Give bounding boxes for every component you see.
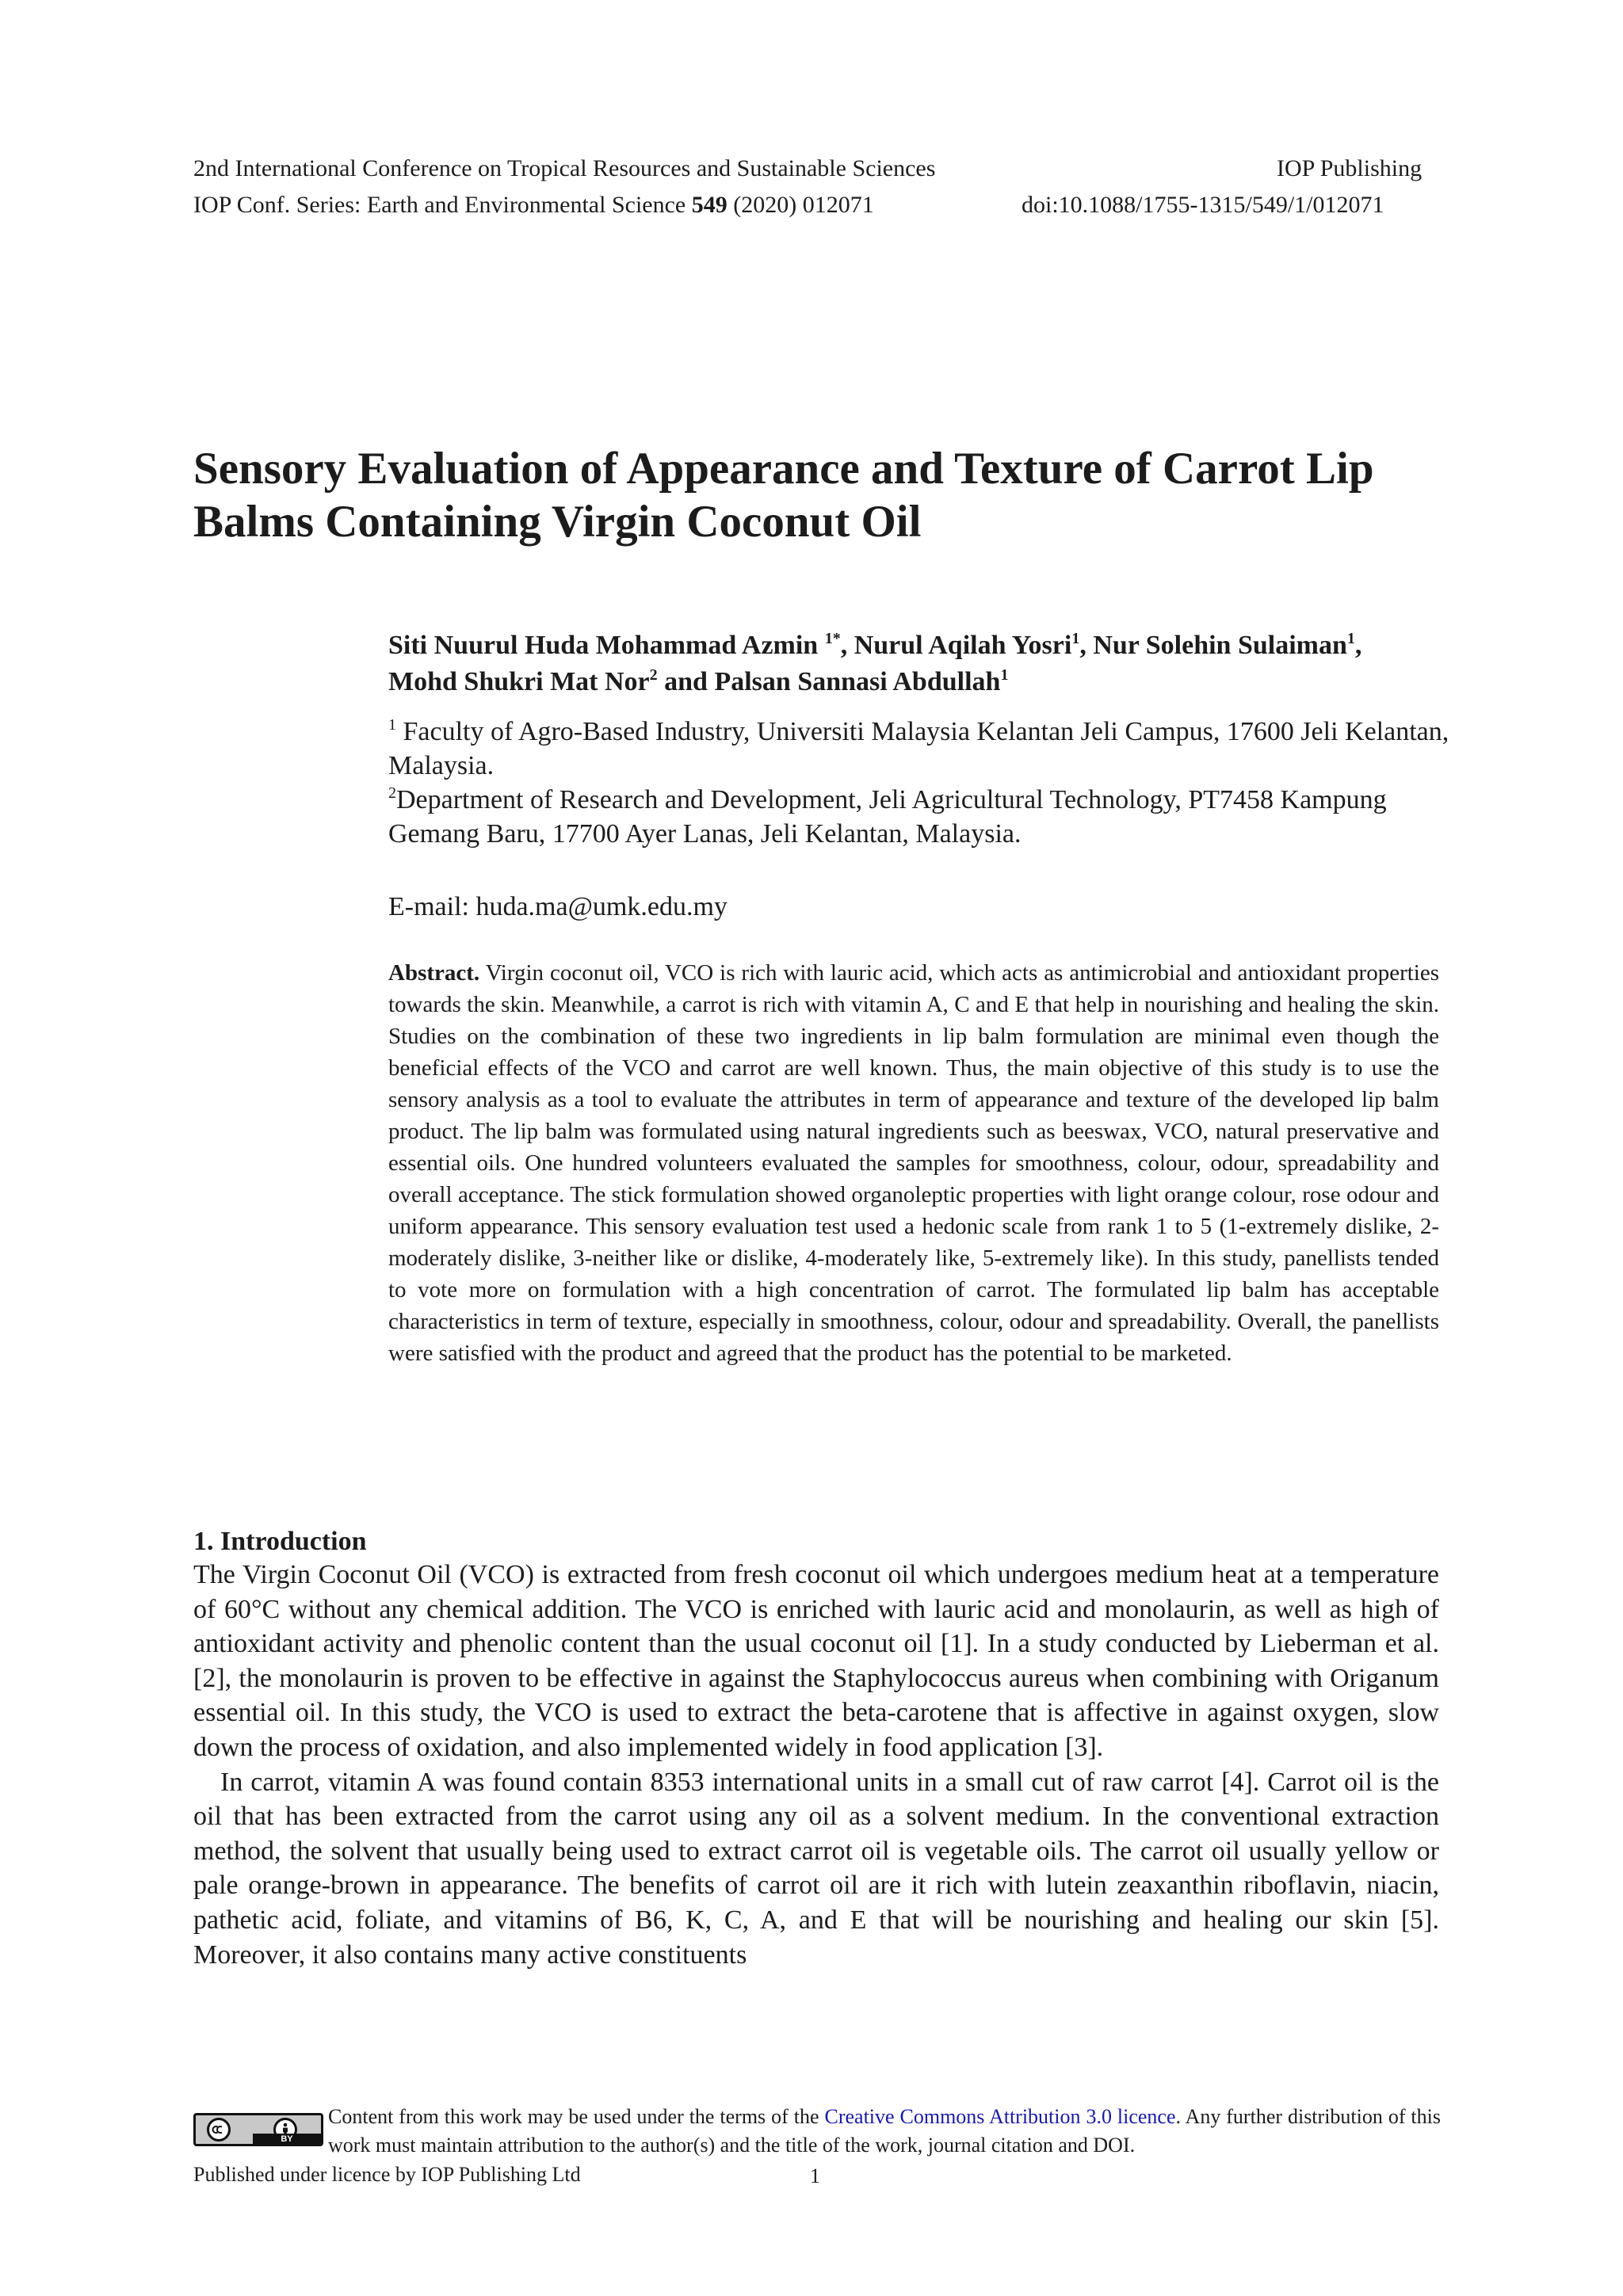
affiliation-text: Faculty of Agro-Based Industry, Universiti Malaysia Kelantan Jeli Campus, 17600 Jeli Kelantan, Malaysia. (388, 717, 1449, 780)
cc-by-licence-badge[interactable] (193, 2113, 323, 2146)
series-prefix: IOP Conf. Series: Earth and Environmental Science (193, 192, 692, 218)
running-header-series (193, 189, 874, 221)
section-heading-introduction: 1. Introduction (193, 1527, 367, 1556)
affiliation-1 (388, 715, 1450, 783)
abstract-text: Virgin coconut oil, VCO is rich with lauric acid, which acts as antimicrobial and antioxidant properties towards the skin. Meanwhile, a carrot is rich with vitamin A, C and E that help in nourishing and healing the skin. Studies on the combination of these two ingredients in lip balm formulation are minimal even though the beneficial effects of the VCO and carrot are well known. Thus, the main objective of this study is to use the sensory analysis as a tool to evaluate the attributes in term of appearance and texture of the developed lip balm product. The lip balm was formulated using natural ingredients such as beeswax, VCO, natural preservative and essential oils. One hundred volunteers evaluated the samples for smoothness, colour, odour, spreadability and overall acceptance. The stick formulation showed organoleptic properties with light orange colour, rose odour and uniform appearance. This sensory evaluation test used a hedonic scale from rank 1 to 5 (1-extremely dislike, 2-moderately dislike, 3-neither like or dislike, 4-moderately like, 5-extremely like). In this study, panellists tended to vote more on formulation with a high concentration of carrot. The formulated lip balm has acceptable characteristics in term of texture, especially in smoothness, colour, odour and spreadability. Overall, the panellists were satisfied with the product and agreed that the product has the potential to be marketed. (388, 960, 1439, 1366)
author-name: Nur Solehin Sulaiman (1093, 631, 1347, 660)
author-list (388, 627, 1419, 700)
licence-text-before: Content from this work may be used under the terms of the (328, 2105, 825, 2128)
author-affil-mark: 1* (824, 630, 841, 647)
author-separator: and (657, 667, 715, 696)
abstract (388, 957, 1439, 1369)
author-name: Palsan Sannasi Abdullah (714, 667, 1001, 696)
affiliation-mark: 1 (388, 716, 396, 734)
author-separator: , (1354, 631, 1362, 660)
published-under-licence: Published under licence by IOP Publishing Ltd (193, 2163, 581, 2186)
badge-by-label: BY (281, 2134, 293, 2144)
affiliation-text: Department of Research and Development, Jeli Agricultural Technology, PT7458 Kampung Gemang Baru, 17700 Ayer Lanas, Jeli Kelantan, Malaysia. (388, 785, 1387, 849)
series-suffix: (2020) 012071 (727, 192, 874, 218)
affiliation-mark: 2 (388, 784, 396, 802)
introduction-body (193, 1558, 1439, 1972)
author-affil-mark: 1 (1071, 630, 1080, 647)
author-name: Siti Nuurul Huda Mohammad Azmin (388, 631, 825, 660)
running-header-conference: 2nd International Conference on Tropical Resources and Sustainable Sciences (193, 155, 936, 181)
author-affil-mark: 2 (649, 666, 658, 684)
licence-text-after: . Any further distribution of this work must maintain attribution to the author(s) and the title of the work, journal citation and DOI. (328, 2105, 1442, 2157)
running-header-publisher: IOP Publishing (1277, 155, 1423, 181)
author-affil-mark: 1 (1346, 630, 1355, 647)
running-header-doi[interactable]: doi:10.1088/1755-1315/549/1/012071 (1022, 192, 1384, 218)
series-volume: 549 (691, 192, 727, 218)
licence-link[interactable]: Creative Commons Attribution 3.0 licence (824, 2105, 1176, 2128)
licence-notice (328, 2103, 1441, 2160)
author-separator: , (840, 631, 854, 660)
page-number: 1 (810, 2164, 820, 2187)
creative-commons-icon (207, 2118, 231, 2142)
affiliation-2 (388, 783, 1450, 851)
author-name: Nurul Aqilah Yosri (854, 631, 1072, 660)
paper-title: Sensory Evaluation of Appearance and Texture of Carrot Lip Balms Containing Virgin Coconut Oil (193, 444, 1374, 547)
author-name: Mohd Shukri Mat Nor (388, 667, 650, 696)
body-paragraph: In carrot, vitamin A was found contain 8353 international units in a small cut of raw carrot [4]. Carrot oil is the oil that has been extracted from the carrot using any oil as a solvent medium. In the conventional extraction method, the solvent that usually being used to extract carrot oil is vegetable oils. The carrot oil usually yellow or pale orange-brown in appearance. The benefits of carrot oil are it rich with lutein zeaxanthin riboflavin, niacin, pathetic acid, foliate, and vitamins of B6, K, C, A, and E that will be nourishing and healing our skin [5]. Moreover, it also contains many active constituents (193, 1767, 1439, 1970)
corresponding-email[interactable]: E-mail: huda.ma@umk.edu.my (388, 892, 727, 921)
affiliations (388, 715, 1450, 851)
author-separator: , (1079, 631, 1094, 660)
abstract-label: Abstract. (388, 960, 480, 986)
author-affil-mark: 1 (1000, 666, 1009, 684)
body-paragraph: The Virgin Coconut Oil (VCO) is extracted from fresh coconut oil which undergoes medium heat at a temperature of 60°C without any chemical addition. The VCO is enriched with lauric acid and monolaurin, as well as high of antioxidant activity and phenolic content than the usual coconut oil [1]. In a study conducted by Lieberman et al. [2], the monolaurin is proven to be effective in against the Staphylococcus aureus when combining with Origanum essential oil. In this study, the VCO is used to extract the beta-carotene that is affective in against oxygen, slow down the process of oxidation, and also implemented widely in food application [3]. (193, 1560, 1439, 1762)
